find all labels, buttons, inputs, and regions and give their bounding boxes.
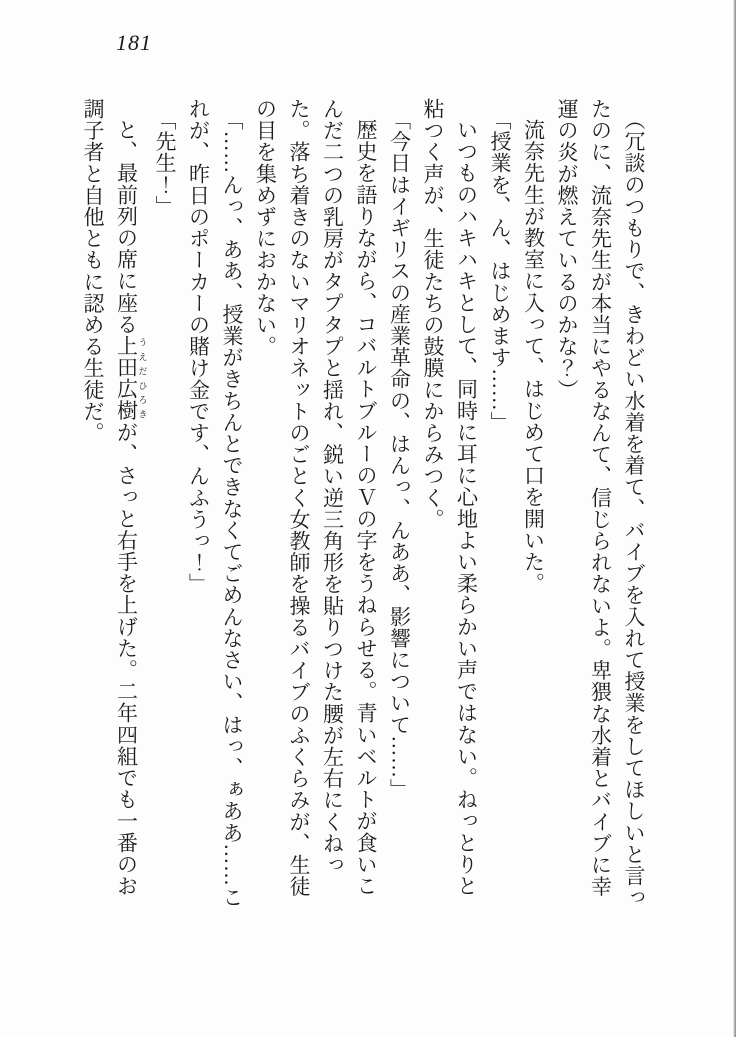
- paragraph: 「……んっ、ああ、授業がきちんとできなくてごめんなさい、はっ、ぁああ……これが、昨日のポーカーの賭け金です、んふうっ！」: [186, 98, 244, 908]
- ruby-annotation: 広樹 ひろき: [114, 378, 148, 422]
- paragraph: 歴史を語りながら、コバルトブルーのＶの字をうねらせる。青いベルトが食いこんだ二つの乳房がタプタプと揺れ、鋭い逆三角形を貼りつけた腰が左右にくねった。落ち着きのないマリオネットのごとく女教師を操るバイブのふくらみが、生徒の目を集めずにおかない。: [253, 98, 378, 898]
- paragraph: 流奈先生が教室に入って、はじめて口を開いた。: [521, 119, 546, 595]
- paragraph: 「今日はイギリスの産業革命の、はんっ、んああ、影響について……」: [387, 108, 412, 800]
- paragraph: 「授業を、ん、はじめます……」: [488, 108, 512, 433]
- ruby-annotation: 上田 うえだ: [114, 335, 148, 379]
- paragraph: と、最前列の席に座る上田 うえだ広樹 ひろきが、さっと右手を上げた。二年四組でも一番のお調子者と自他ともに認める生徒だ。: [81, 98, 148, 897]
- paragraph: （冗談のつもりで、きわどい水着を着て、バイブを入れて授業をしてほしいと言ったのに、流奈先生が本当にやるなんて、信じられないよ。卑猥な水着とバイブに幸運の炎が燃えているのかな？）: [555, 98, 646, 908]
- text-block: [76, 98, 651, 918]
- paragraph: いつものハキハキとして、同時に耳に心地よい柔らかい声ではない。ねっとりと粘つく声が、生徒たちの鼓膜にからみつく。: [421, 98, 479, 897]
- page-number: 181: [116, 30, 152, 55]
- paragraph: 「先生！」: [153, 108, 177, 217]
